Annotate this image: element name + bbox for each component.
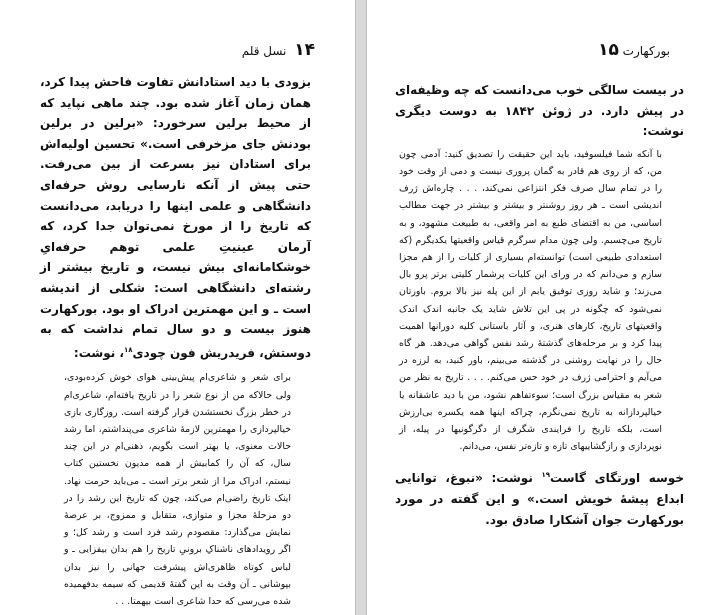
right-page — [366, 0, 724, 615]
body-paragraph — [40, 72, 311, 363]
footnote-reference: ۱۸ — [123, 345, 133, 354]
running-title: بورکهارت — [622, 44, 670, 58]
page-number: ۱۵ — [598, 40, 619, 60]
paragraph-end: ، نوشت: — [73, 345, 124, 360]
running-head-right — [397, 40, 670, 60]
block-quote: برای شعر و شاعری‌ام پیش‌بینی هوای خوش کرده‌بودی، ولی حالاکه من از نوع شعر را در تاریخ یافته‌ام، شاعری‌ام در خطر بزرگ نخستشدن قرار گرفته است. روزگاری بازی خیالپردازی را مهمترین لازمهٔ شاعری می‌پنداشتم، اما رشد حالات معنوی، یا بهتر است بگویم، ذهنی‌ام در این چند سال، که آن را کمابیش از همه مدیون نخستین کتاب نیستم، ادراک مرا از شعر برتر است ـ می‌باید حرمت نهاد. اینک تاریخ راضی‌ام می‌کند، چون که تاریخ این رشد را در دو مرحلهٔ مجزا و متوازی، متقابل و ممزوج، بر عرصهٔ نمایش می‌گذارد: مقصودم رشد فرد است و رشد کل؛ و اگر رویدادهای ناشناکِ برونیِ تاریخ را هم بدان بیفزایی ـ و لباس کوتاه ظاهری‌اش پیشرفت جهانی را نیز بدان بپوشانی ـ آن وقت به این گفتهٔ قدیمی که سیمه بدفهمیده شده می‌رسی که حدا شاعری است بیهمتا. . . — [64, 372, 291, 607]
paragraph-text: خوسه اورتگای گاست — [550, 471, 685, 486]
running-head-left — [58, 40, 315, 60]
right-page-body — [395, 80, 684, 530]
paragraph-text: بزودی با دید استادانش تفاوت فاحش پیدا کرد، همان زمان آغاز شده بود. چند ماهی نپاید که از محیط برلین سرخورد: «برلین در برلین بودنش جای مزخرفی است.» تحسین اولیه‌اش برای استادان نیز بسرعت از بین می‌رفت. حتی پیش از آنکه نارسایی روش حرفه‌ای دانشگاهی و علمی اینها را دریابد، می‌دانست که تاریخ را از مورخ نمی‌توان جدا کرد، که آرمان عینیتِ علمی توهم حرفه‌ایِ خوشکامانه‌ای بیش نیست، و تاریخ بیشتر از رشته‌ای دانشگاهی است: شکلی از اندیشه است ـ و این مهمترین ادراک او بود. بورکهارت هنوز بیست و دو سال تمام نداشت که به دوستش، فریدریش فون چودی — [40, 75, 311, 360]
block-quote: با آنکه شما فیلسوفید، باید این حقیقت را تصدیق کنید: آدمی چون من، که از روی هم قادر به گمان پروری نیست و دمی از وقت خود را در تمام سال صرف فکر انتزاعی نمی‌کند، . . . چاره‌اش ژرف اندیشی است ـ هر روز روشنتر و بیشتر و بیشتر در جهت مطالب اساسی، من به اقتضای طبع به امر واقعی، به طبیعت مشهود، و به تاریخ می‌چسبم. ولی چون مدام سرگرم قیاس واقعیتها یکدیگرم (که استعدادی طبیعی است) توانسته‌ام بسیاری از کلیات را از هم مجزا سازم و می‌دانم که در ورای این کلیات پرشمار کلیتی برتر پرو بال می‌زند؛ و شاید روزی توفیق یابم از این پله نیز بالا بروم. باورتان نمی‌شود که چگونه در پی این تلاش شاید یک جانبه اندک اندک واقعیتهای تاریخ، کارهای هنری، و آثار باستانی کلیه دورانها اهمیت پیدا کرد و بر مرحله‌های گذشتهٔ رشد نفس گواهی می‌دهد. هر گاه حال را در نهایت روشنی در گذشته می‌بینم، باور کنید، به لرزه در می‌آیم و احترامی ژرف در خود حس می‌کنم. . . . تاریخ به نظر من شعر به مقیاس بزرگ است؛ سوءتفاهم نشود، من با دید عاشقانه یا خیالپردازانه به تاریخ نمی‌نگرم، چراکه اینها همه یکسره بی‌ارزش است، بلکه تاریخ را فرایندی شگرف از دگرگونیها در پیله، از نوپردازی و رازگشاییهای تازه و تازه‌تر نفس، می‌دانم. — [399, 148, 662, 453]
footnote-reference: ۱۹ — [541, 471, 551, 480]
left-page — [0, 0, 356, 615]
page-number: ۱۴ — [294, 40, 315, 60]
paragraph-end: نوشت: «نبوغ، توانایی ابداع پیشهٔ خویش است.» و این گفته در مورد بورکهارت جوان آشکارا صادق بود. — [395, 471, 684, 527]
body-paragraph: در بیست سالگی خوب می‌دانست که چه وظیفه‌ای در پیش دارد. در ژوئن ۱۸۴۲ به دوست دیگری نوشت: — [395, 83, 684, 139]
running-title: نسل قلم — [241, 44, 287, 58]
left-page-body — [40, 72, 311, 610]
body-paragraph — [395, 465, 684, 530]
